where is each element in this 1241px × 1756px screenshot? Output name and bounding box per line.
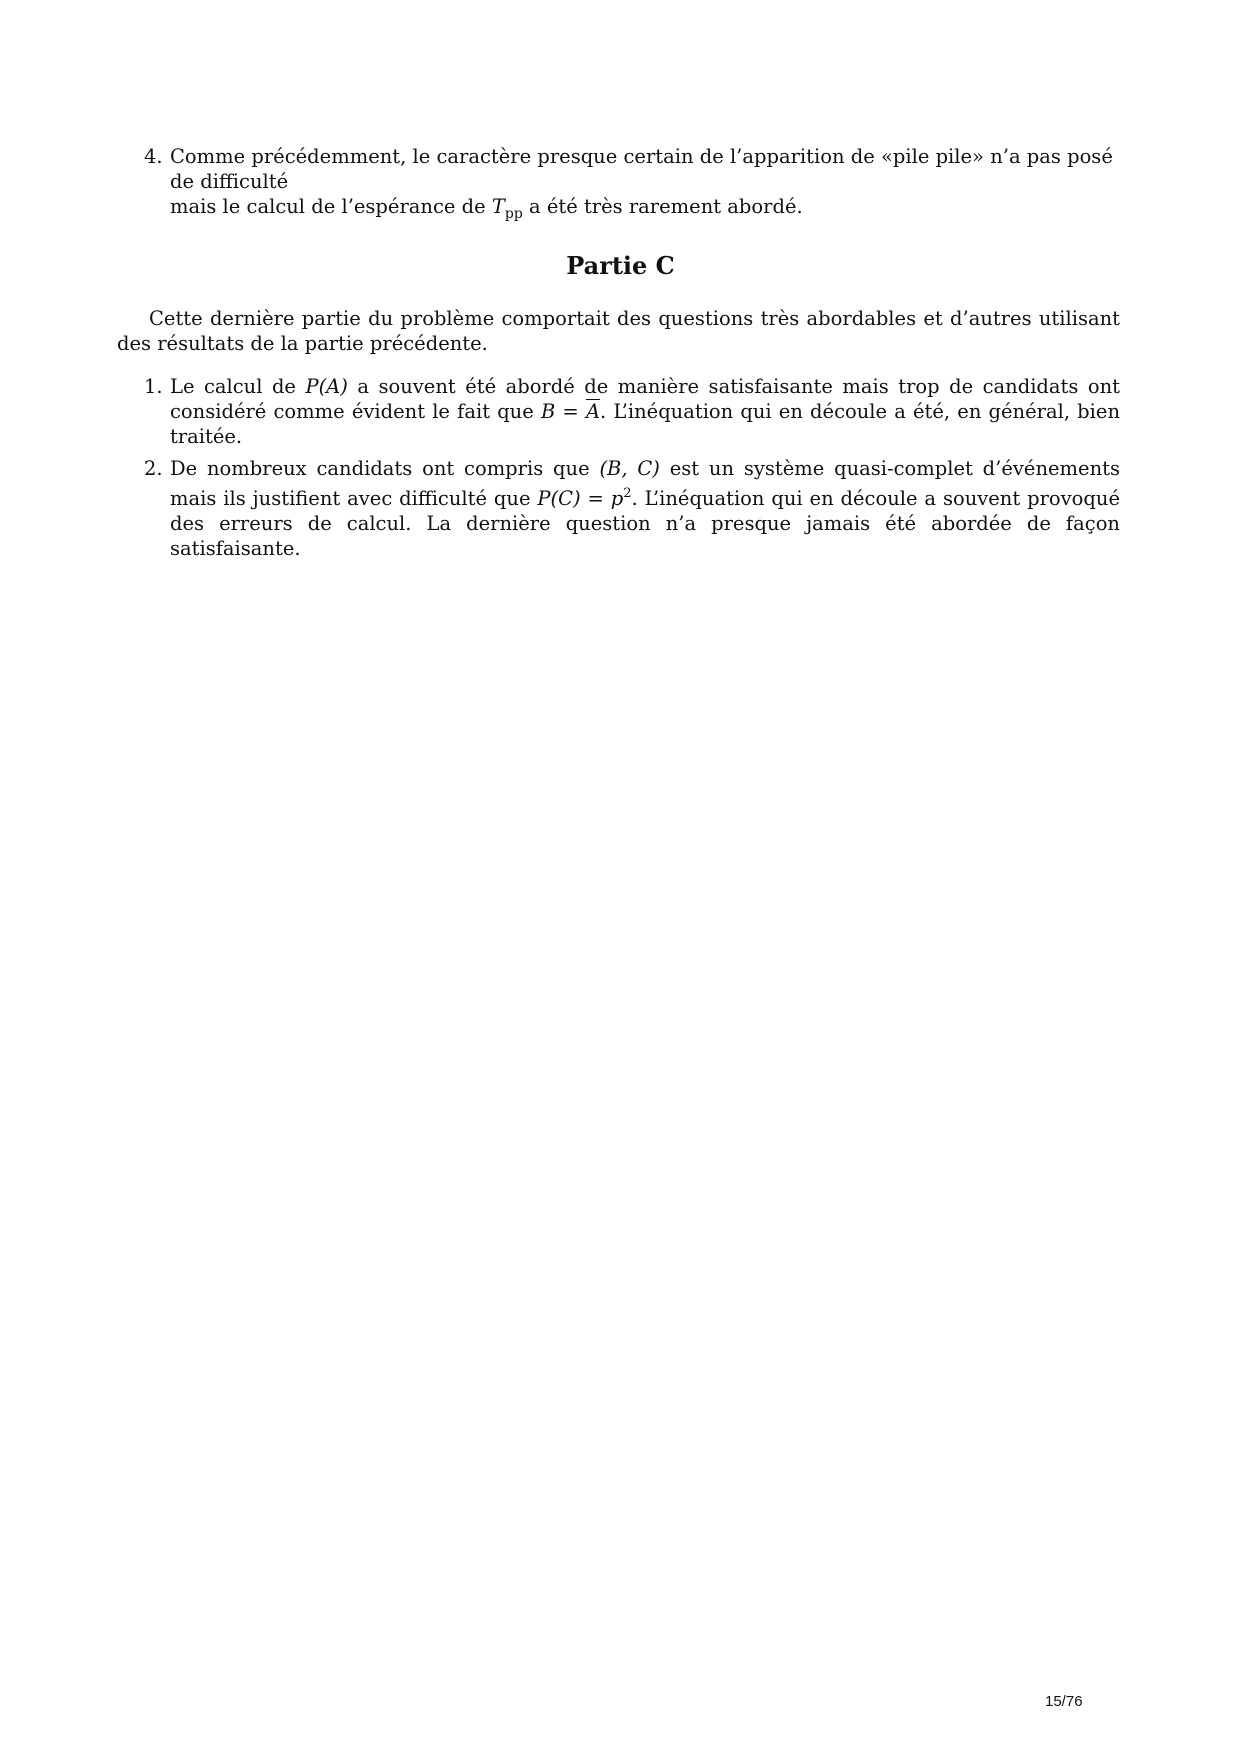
part-c-list bbox=[144, 374, 1120, 568]
math-exponent: 2 bbox=[623, 486, 632, 501]
item-text: . L’inéquation qui en découle a été, en général, bien traitée. bbox=[170, 400, 1120, 448]
math-variable: p bbox=[610, 487, 624, 510]
math-variable: B bbox=[540, 400, 556, 423]
math-equals: = bbox=[580, 487, 611, 510]
math-complement: $\overline{A}$ bbox=[585, 400, 601, 423]
item-text: De nombreux candidats ont compris que bbox=[170, 457, 600, 480]
math-expression: (B, C) bbox=[599, 457, 660, 480]
item-text: Le calcul de bbox=[170, 375, 306, 398]
section-intro-paragraph: Cette dernière partie du problème comportait des questions très abordables et d’autres utilisant des résultats de la partie précédente. bbox=[117, 307, 1120, 355]
item-number: 1. bbox=[144, 375, 163, 398]
math-t: T bbox=[491, 195, 505, 218]
list-item bbox=[144, 144, 1120, 227]
list-item bbox=[144, 456, 1120, 561]
math-expression: P(C) bbox=[537, 487, 581, 510]
page-number: 15/76 bbox=[1045, 1693, 1083, 1710]
item-text-line2-start: mais le calcul de l’espérance de bbox=[170, 195, 492, 218]
item-text: a souvent été abordé de manière satisfaisante mais trop de candidats ont considéré comme évident le fait que bbox=[170, 375, 1120, 423]
item-number: 2. bbox=[144, 457, 163, 480]
item-number: 4. bbox=[144, 145, 163, 168]
math-expression: P(A) bbox=[305, 375, 348, 398]
item-text-line2-end: a été très rarement abordé. bbox=[522, 195, 803, 218]
previous-part-list bbox=[144, 144, 1120, 227]
item-text-line1: Comme précédemment, le caractère presque certain de l’apparition de «pile pile» n’a pas posé de difficulté bbox=[170, 145, 1113, 193]
math-equals: = bbox=[555, 400, 586, 423]
item-text: est un système quasi-complet d’événements mais ils justifient avec difficulté que bbox=[170, 457, 1120, 510]
math-subscript: pp bbox=[504, 206, 523, 222]
list-item bbox=[144, 374, 1120, 449]
item-text: . L’inéquation qui en découle a souvent provoqué des erreurs de calcul. La dernière question n’a presque jamais été abordée de façon satisfaisante. bbox=[170, 487, 1120, 560]
section-title: Partie C bbox=[566, 251, 675, 280]
